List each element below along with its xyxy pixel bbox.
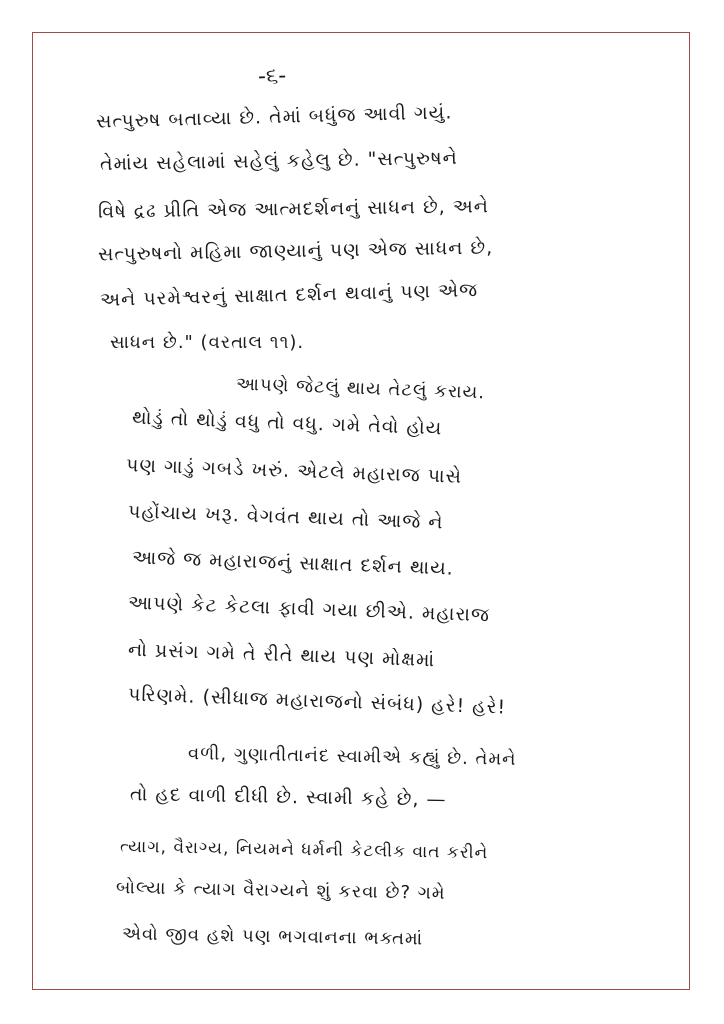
text-line-4: સત્પુરુષનો મહિમા જાણ્યાનું પણ એજ સાધન છે,: [97, 236, 494, 266]
text-line-15: વળી, ગુણાતીતાનંદ સ્વામીએ કહ્યું છે. તેમને: [187, 743, 517, 770]
text-line-11: આજે જ મહારાજનું સાક્ષાત દર્શન થાય.: [131, 546, 455, 580]
text-line-17: ત્યાગ, વૈરાગ્ય, નિયમને ધર્મની કેટલીક વાત કરીને: [119, 836, 489, 864]
text-line-7: આપણે જેટલું થાય તેટલું કરાય.: [235, 373, 486, 404]
text-line-2: તેમાંય સહેલામાં સહેલું કહેલુ છે. "સત્પુરુષને: [99, 146, 458, 176]
text-line-10: પહોંચાય ખરૂ. વેગવંત થાય તો આજે ને: [127, 500, 444, 534]
text-line-18: બોલ્યા કે ત્યાગ વૈરાગ્યને શું કરવા છે? ગમે: [115, 877, 446, 904]
text-line-16: તો હદ વાળી દીધી છે. સ્વામી કહે છે, —: [129, 783, 447, 811]
text-line-5: અને પરમેશ્વરનું સાક્ષાત દર્શન થવાનું પણ એજ: [99, 279, 479, 311]
text-line-9: પણ ગાડું ગબડે ખરું. એટલે મહારાજ પાસે: [125, 454, 463, 488]
text-line-1: સત્પુરુષ બતાવ્યા છે. તેમાં બધુંજ આવી ગયું.: [95, 101, 453, 133]
text-line-19: એવો જીવ હશે પણ ભગવાનના ભક્તમાં: [121, 923, 424, 950]
text-line-3: વિષે દ્રઢ પ્રીતિ એજ આત્મદર્શનનું સાધન છે, અને: [97, 195, 490, 223]
text-line-8: થોડું તો થોડું વધુ તો વધુ. ગમે તેવો હોય: [131, 406, 443, 440]
text-line-12: આપણે કેટ કેટલા ફાવી ગયા છીએ. મહારાજ: [127, 591, 491, 627]
text-line-14: પરિણમે. (સીધાજ મહારાજનો સંબંધ) હરે! હરે!: [127, 683, 507, 719]
text-line-13: નો પ્રસંગ ગમે તે રીતે થાય પણ મોક્ષમાં: [127, 638, 436, 672]
page-number: -૬-: [257, 63, 287, 90]
text-line-6: સાધન છે." (વરતાલ ૧૧).: [110, 332, 305, 353]
